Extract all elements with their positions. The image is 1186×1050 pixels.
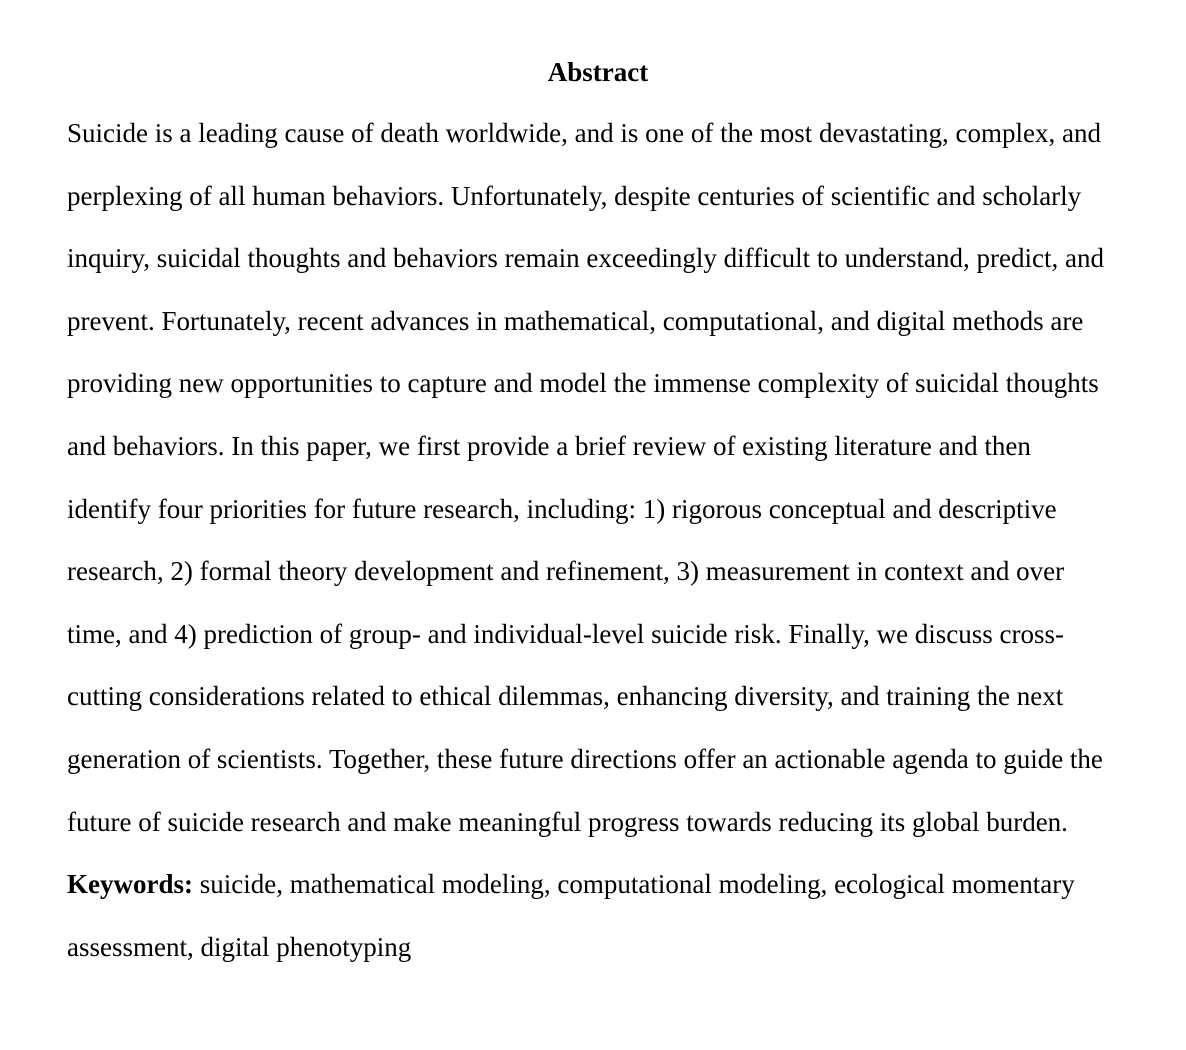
keywords-label: Keywords: <box>67 869 193 900</box>
abstract-line: cutting considerations related to ethical dilemmas, enhancing diversity, and training the next <box>67 681 1064 712</box>
abstract-body <box>67 116 1177 992</box>
abstract-line: generation of scientists. Together, these future directions offer an actionable agenda to guide the <box>67 743 1103 774</box>
keywords-list: suicide, mathematical modeling, computational modeling, ecological momentary <box>192 869 1075 900</box>
abstract-line: time, and 4) prediction of group- and individual-level suicide risk. Finally, we discuss cross- <box>67 618 1065 649</box>
abstract-line: prevent. Fortunately, recent advances in mathematical, computational, and digital methods are <box>67 305 1084 336</box>
abstract-line: inquiry, suicidal thoughts and behaviors remain exceedingly difficult to understand, predict, and <box>67 243 1104 274</box>
abstract-line: and behaviors. In this paper, we first provide a brief review of existing literature and then <box>67 430 1031 461</box>
keywords-line <box>67 867 1177 930</box>
abstract-line: providing new opportunities to capture and model the immense complexity of suicidal thoughts <box>67 368 1099 399</box>
abstract-line: perplexing of all human behaviors. Unfortunately, despite centuries of scientific and scholarly <box>67 180 1082 211</box>
abstract-line: Suicide is a leading cause of death worldwide, and is one of the most devastating, complex, and <box>67 118 1101 148</box>
abstract-heading: Abstract <box>547 57 649 87</box>
abstract-line: identify four priorities for future research, including: 1) rigorous conceptual and descriptive <box>67 493 1057 524</box>
abstract-line: future of suicide research and make meaningful progress towards reducing its global burden. <box>67 806 1068 837</box>
abstract-line: research, 2) formal theory development and refinement, 3) measurement in context and over <box>67 556 1065 587</box>
keywords-line-continued: assessment, digital phenotyping <box>67 931 412 962</box>
